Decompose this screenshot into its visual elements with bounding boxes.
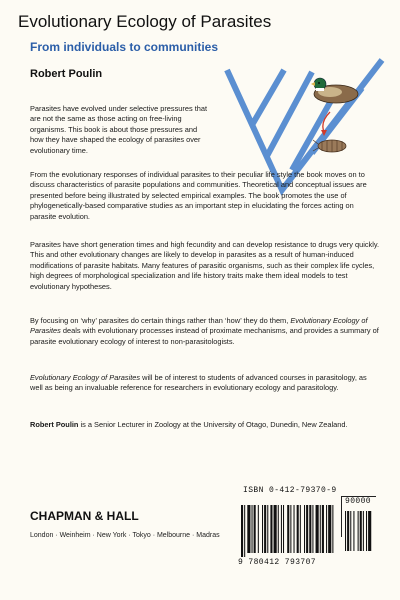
barcode-addon-bar [350, 511, 351, 551]
barcode-bar [322, 505, 324, 553]
barcode-bar [270, 505, 272, 553]
barcode-bar [306, 505, 308, 553]
barcode-bar [241, 505, 243, 557]
barcode-bar [254, 505, 256, 553]
author-name: Robert Poulin [30, 68, 103, 80]
barcode-addon-bar [366, 511, 367, 551]
barcode-bar [312, 505, 313, 553]
barcode-bar [300, 505, 301, 553]
barcode-bar [309, 505, 311, 553]
barcode-bar [316, 505, 319, 553]
p5-text-b: will be of interest to students of advanced courses in parasitology, as well as being an invaluable reference for researchers in evolutionary ecology and parasitology. [30, 373, 367, 393]
barcode-number: 9 780412 793707 [238, 558, 317, 567]
barcode-bar [281, 505, 282, 553]
barcode-bar [252, 505, 253, 553]
barcode-addon-bar [358, 511, 359, 551]
blurb-paragraph-2: From the evolutionary responses of individual parasites to their peculiar life style the book moves on to discuss characteristics of parasite populations and communities. Theoretical and conceptual issues are presented before being illustrated by selected empirical examples. The book promotes the use of phylogenetically-based comparative studies as an important step in elucidating the forces acting on parasite evolution. [30, 170, 367, 221]
author-bio [30, 420, 380, 430]
tree-branch-1 [252, 70, 284, 125]
barcode-bar [294, 505, 295, 553]
barcode-addon-bar [368, 511, 371, 551]
barcode-addon-bar [347, 511, 349, 551]
barcode-bar [328, 505, 331, 553]
blurb-paragraph-5 [30, 373, 380, 394]
book-title: Evolutionary Ecology of Parasites [18, 12, 272, 31]
barcode-bar [290, 505, 291, 553]
isbn-label: ISBN 0-412-79370-9 [243, 486, 337, 495]
barcode-addon-bar [353, 511, 354, 551]
p4-text-a: By focusing on ‘why’ parasites do certain things rather than ‘how’ they do them, [30, 316, 291, 325]
barcode-bar [264, 505, 266, 553]
barcode-bar [332, 505, 333, 553]
author-bio-text: is a Senior Lecturer in Zoology at the University of Otago, Dunedin, New Zealand. [78, 420, 348, 429]
blurb-paragraph-4 [30, 316, 380, 347]
barcode [239, 505, 375, 557]
book-subtitle: From individuals to communities [30, 40, 219, 54]
barcode-bar [267, 505, 268, 553]
publisher-cities: London · Weinheim · New York · Tokyo · Melbourne · Madras [30, 532, 220, 539]
barcode-bar [247, 505, 250, 553]
barcode-bar [304, 505, 305, 553]
barcode-bar [320, 505, 321, 553]
author-bio-name: Robert Poulin [30, 420, 79, 429]
p4-text-b: deals with evolutionary processes instead of proximate mechanisms, and provides a summary of parasite evolutionary ecology of interest to non-parasitologists. [30, 326, 379, 346]
p4-book-title: Evolutionary Ecology of Parasites [30, 316, 368, 336]
barcode-bar [287, 505, 289, 553]
barcode-bar [278, 505, 279, 553]
barcode-addon-bar [363, 511, 364, 551]
barcode-bar [258, 505, 259, 553]
barcode-bar [283, 505, 284, 553]
barcode-addon-bar [345, 511, 346, 551]
barcode-bar [262, 505, 263, 553]
barcode-bar [326, 505, 327, 553]
blurb-paragraph-1: Parasites have evolved under selective pressures that are not the same as those acting on free-living organisms. This book is about those pressures and how they have shaped the ecology of parasites over evolutionary time. [30, 104, 208, 155]
barcode-bar [297, 505, 299, 553]
barcode-bar [274, 505, 277, 553]
barcode-addon-bar [360, 511, 362, 551]
price-code: 90000 [345, 497, 372, 506]
barcode-bar [244, 505, 245, 557]
p5-book-title: Evolutionary Ecology of Parasites [30, 373, 141, 382]
publisher-name: CHAPMAN & HALL [30, 509, 139, 523]
blurb-paragraph-3: Parasites have short generation times and high fecundity and can develop resistance to drugs very quickly. This and other evolutionary changes are likely to develop in parasites as a result of human-induced modifications of parasite habitats. Many features of parasitic organisms, such as their complex life cycles, high degrees of morphological specialization and life history traits make them ideal models to test evolutionary hypotheses. [30, 240, 380, 291]
duck-icon [311, 78, 358, 103]
